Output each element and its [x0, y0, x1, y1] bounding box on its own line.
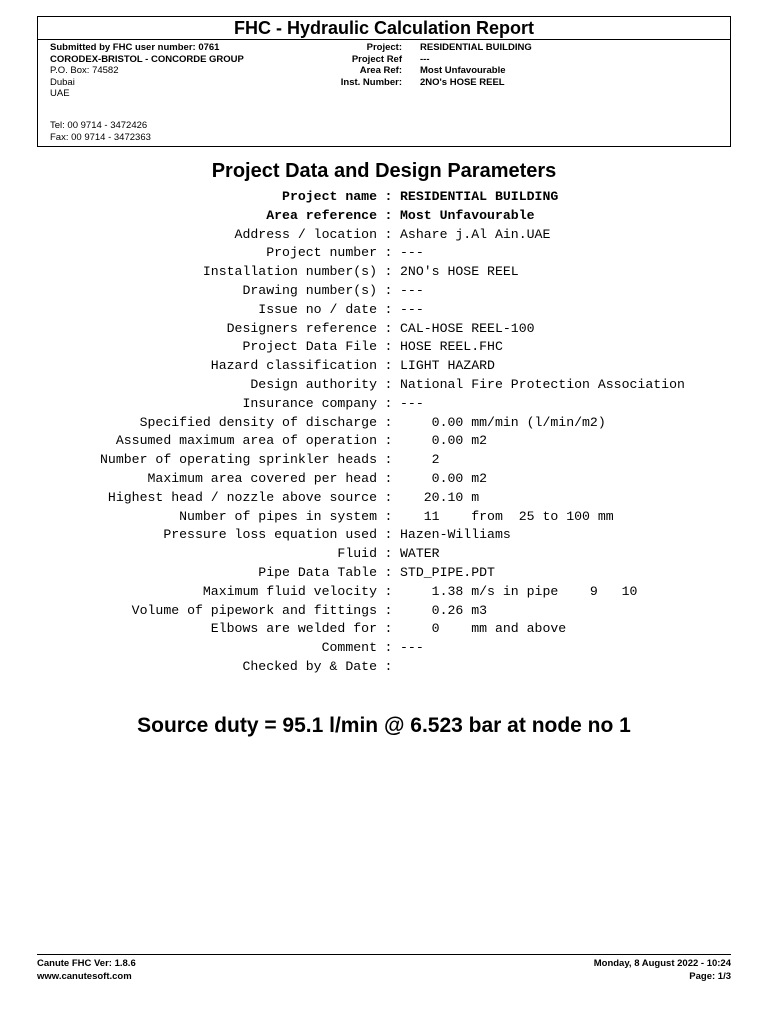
param-row [0, 188, 768, 207]
footer-right [594, 957, 731, 983]
info-row-inst-number [318, 77, 532, 89]
info-label: Project Ref [351, 53, 402, 65]
param-row [0, 432, 768, 451]
param-separator: : [384, 245, 393, 261]
param-value: STD_PIPE.PDT [400, 564, 495, 580]
param-row [0, 545, 768, 564]
report-date: Monday, 8 August 2022 - 10:24 [593, 958, 731, 969]
param-value: 0 mm and above [400, 621, 567, 637]
contact-block [50, 120, 151, 143]
param-value: --- [400, 245, 424, 261]
param-row [0, 320, 768, 339]
param-value: Ashare j.Al Ain.UAE [400, 226, 551, 242]
country: UAE [50, 88, 70, 99]
info-value: --- [420, 53, 430, 65]
param-row [0, 526, 768, 545]
section-title: Project Data and Design Parameters [211, 160, 557, 182]
telephone: Tel: 00 9714 - 3472426 [50, 120, 148, 131]
param-row [0, 508, 768, 527]
param-row [0, 620, 768, 639]
report-header [37, 16, 731, 147]
report-title: FHC - Hydraulic Calculation Report [38, 17, 730, 40]
param-value: --- [400, 395, 424, 411]
param-separator: : [384, 226, 393, 242]
param-row [0, 226, 768, 245]
param-value: 0.00 mm/min (l/min/m2) [400, 414, 606, 430]
param-label: Project number [266, 245, 377, 261]
info-row-project-ref [318, 54, 532, 66]
param-value: --- [400, 301, 424, 317]
param-value: Hazen-Williams [400, 527, 511, 543]
param-separator: : [384, 527, 393, 543]
param-row [0, 207, 768, 226]
param-label: Number of operating sprinkler heads [100, 452, 377, 468]
param-row [0, 395, 768, 414]
website: www.canutesoft.com [37, 971, 132, 982]
param-separator: : [384, 470, 393, 486]
param-row [0, 489, 768, 508]
param-label: Fluid [337, 546, 377, 562]
param-separator: : [384, 621, 393, 637]
submitter-line: Submitted by FHC user number: 0761 [50, 42, 220, 53]
info-row-area-ref [318, 65, 532, 77]
param-separator: : [384, 301, 393, 317]
param-separator: : [384, 508, 393, 524]
param-label: Insurance company [242, 395, 377, 411]
param-value: 2NO's HOSE REEL [400, 264, 519, 280]
param-row [0, 301, 768, 320]
info-value: 2NO's HOSE REEL [420, 76, 505, 88]
param-row [0, 338, 768, 357]
param-row [0, 263, 768, 282]
param-value: 11 from 25 to 100 mm [400, 508, 614, 524]
param-row [0, 564, 768, 583]
param-label: Hazard classification [210, 358, 377, 374]
param-row [0, 658, 768, 677]
project-info-block [318, 42, 532, 88]
param-separator: : [384, 376, 393, 392]
param-value: 2 [400, 452, 440, 468]
param-value: 0.26 m3 [400, 602, 488, 618]
param-separator: : [384, 489, 393, 505]
company-name: CORODEX-BRISTOL - CONCORDE GROUP [50, 53, 244, 65]
param-value: National Fire Protection Association [400, 376, 685, 392]
info-row-project [318, 42, 532, 54]
param-value: CAL-HOSE REEL-100 [400, 320, 535, 336]
param-label: Specified density of discharge [139, 414, 377, 430]
param-value: Most Unfavourable [400, 207, 535, 223]
param-separator: : [384, 602, 393, 618]
software-version: Canute FHC Ver: 1.8.6 [37, 958, 136, 969]
param-value: LIGHT HAZARD [400, 358, 495, 374]
info-value: RESIDENTIAL BUILDING [420, 42, 532, 53]
param-label: Area reference [266, 207, 377, 223]
source-duty: Source duty = 95.1 l/min @ 6.523 bar at node no 1 [137, 714, 631, 737]
param-value: RESIDENTIAL BUILDING [400, 189, 559, 204]
param-row [0, 282, 768, 301]
param-value: HOSE REEL.FHC [400, 339, 503, 355]
param-row [0, 357, 768, 376]
param-separator: : [384, 640, 393, 656]
param-label: Number of pipes in system [179, 508, 377, 524]
param-label: Checked by & Date [242, 658, 377, 674]
param-label: Designers reference [226, 320, 377, 336]
param-separator: : [384, 189, 393, 204]
param-separator: : [384, 264, 393, 280]
param-value: 20.10 m [400, 489, 480, 505]
param-separator: : [384, 564, 393, 580]
param-value: --- [400, 640, 424, 656]
info-label: Project: [366, 42, 402, 53]
param-separator: : [384, 658, 393, 674]
param-label: Maximum area covered per head [147, 470, 377, 486]
page-number: Page: 1/3 [689, 971, 731, 982]
param-label: Address / location [234, 226, 377, 242]
param-label: Pipe Data Table [258, 564, 377, 580]
param-label: Pressure loss equation used [163, 527, 377, 543]
param-label: Design authority [250, 376, 377, 392]
footer-left [37, 957, 136, 983]
param-separator: : [384, 433, 393, 449]
param-row [0, 376, 768, 395]
param-value: --- [400, 282, 424, 298]
footer-divider [37, 954, 731, 955]
param-separator: : [384, 358, 393, 374]
fax: Fax: 00 9714 - 3472363 [50, 131, 151, 143]
city: Dubai [50, 76, 75, 88]
param-separator: : [384, 414, 393, 430]
param-separator: : [384, 320, 393, 336]
parameters-list [0, 188, 768, 677]
param-label: Highest head / nozzle above source [107, 489, 377, 505]
param-separator: : [384, 207, 393, 223]
param-row [0, 470, 768, 489]
param-label: Installation number(s) [202, 264, 377, 280]
param-label: Elbows are welded for [210, 621, 377, 637]
param-value: 1.38 m/s in pipe 9 10 [400, 583, 638, 599]
info-label: Inst. Number: [340, 76, 402, 88]
param-value: WATER [400, 546, 440, 562]
param-value: 0.00 m2 [400, 433, 488, 449]
param-separator: : [384, 546, 393, 562]
param-row [0, 451, 768, 470]
param-label: Drawing number(s) [242, 282, 377, 298]
param-label: Project Data File [242, 339, 377, 355]
param-value [400, 658, 768, 677]
param-label: Maximum fluid velocity [202, 583, 377, 599]
submitter-block [50, 42, 244, 100]
param-row [0, 602, 768, 621]
param-label: Issue no / date [258, 301, 377, 317]
param-separator: : [384, 583, 393, 599]
param-row [0, 639, 768, 658]
param-label: Volume of pipework and fittings [131, 602, 377, 618]
param-value: 0.00 m2 [400, 470, 488, 486]
param-row [0, 414, 768, 433]
info-label: Area Ref: [359, 65, 402, 76]
param-separator: : [384, 282, 393, 298]
info-value: Most Unfavourable [420, 65, 506, 76]
param-label: Project name [282, 189, 377, 204]
param-label: Comment [321, 640, 377, 656]
param-separator: : [384, 339, 393, 355]
param-row [0, 583, 768, 602]
po-box: P.O. Box: 74582 [50, 65, 119, 76]
param-separator: : [384, 395, 393, 411]
param-separator: : [384, 452, 393, 468]
param-label: Assumed maximum area of operation [115, 433, 377, 449]
param-row [0, 244, 768, 263]
